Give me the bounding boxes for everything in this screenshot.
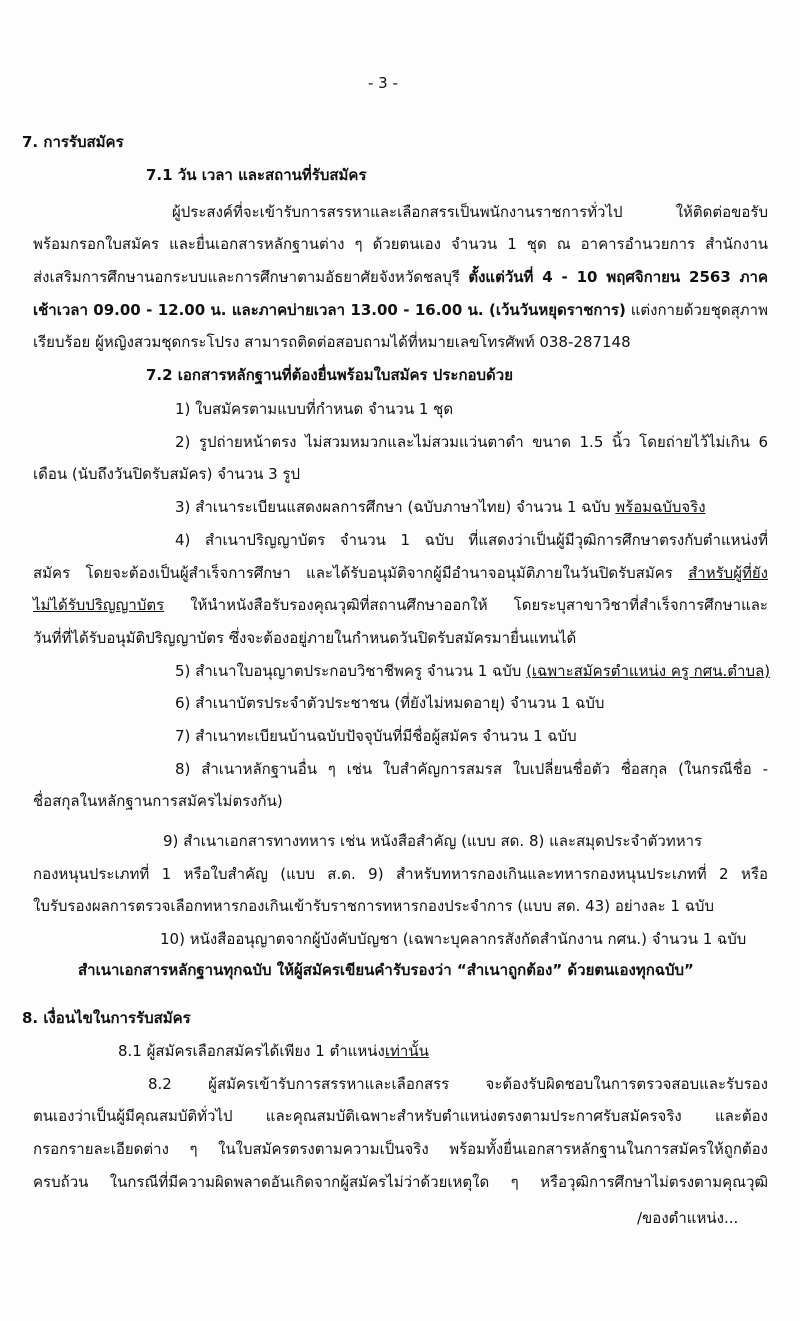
text-segment: ผู้ประสงค์ที่จะเข้ารับการสรรหาและเลือกสรรเป็นพนักงานราชการทั่วไป ให้ติดต่อขอรับ [172,203,768,221]
text-line [33,895,714,917]
text-segment: สมัคร โดยจะต้องเป็นผู้สำเร็จการศึกษา และได้รับอนุมัติจากผู้มีอำนาจอนุมัติภายในวันปิดรับสมัคร [33,564,689,582]
page-number: - 3 - [368,74,398,92]
text-line [33,299,768,321]
section-heading [22,131,124,153]
text-segment: กองหนุนประเภทที่ 1 หรือใบสำคัญ (แบบ ส.ด. 9) สำหรับทหารกองเกินและทหารกองหนุนประเภทที่ 2 หรือ [33,865,768,883]
text-segment: ครบถ้วน ในกรณีที่มีความผิดพลาดอันเกิดจากผู้สมัครไม่ว่าด้วยเหตุใด ๆ หรือวุฒิการศึกษาไม่ตรงตามคุณวุฒิ [33,1173,768,1191]
text-segment: 5) สำเนาใบอนุญาตประกอบวิชาชีพครู จำนวน 1 ฉบับ [175,662,527,680]
underlined-text: เท่านั้น [384,1042,429,1060]
text-segment: 7) สำเนาทะเบียนบ้านฉบับปัจจุบันที่มีชื่อผู้สมัคร จำนวน 1 ฉบับ [175,727,577,745]
text-line [175,758,768,780]
text-line [33,266,768,288]
text-line [160,928,746,950]
text-line [175,398,453,420]
underlined-text: พร้อมฉบับจริง [615,498,706,516]
text-segment: 6) สำเนาบัตรประจำตัวประชาชน (ที่ยังไม่หมดอายุ) จำนวน 1 ฉบับ [175,694,605,712]
text-segment: 8.2 ผู้สมัครเข้ารับการสรรหาและเลือกสรร จะต้องรับผิดชอบในการตรวจสอบและรับรอง [148,1075,768,1093]
text-segment: 8.1 ผู้สมัครเลือกสมัครได้เพียง 1 ตำแหน่ง [118,1042,385,1060]
text-line [33,1171,768,1193]
bold-text: 8. เงื่อนไขในการรับสมัคร [22,1009,191,1027]
text-line [175,725,577,747]
text-line [33,331,631,353]
text-line [175,431,768,453]
text-line [33,233,768,255]
underlined-text: ไม่ได้รับปริญญาบัตร [33,596,165,614]
subsection-heading [146,364,513,386]
text-line [33,627,576,649]
text-segment: 4) สำเนาปริญญาบัตร จำนวน 1 ฉบับ ที่แสดงว่าเป็นผู้มีวุฒิการศึกษาตรงกับตำแหน่งที่ [175,531,768,549]
text-line [33,463,300,485]
text-segment: 1) ใบสมัครตามแบบที่กำหนด จำนวน 1 ชุด [175,400,454,418]
text-line [172,201,768,223]
text-segment: 3) สำเนาระเบียนแสดงผลการศึกษา (ฉบับภาษาไทย) จำนวน 1 ฉบับ [175,498,616,516]
text-segment: ใบรับรองผลการตรวจเลือกทหารกองเกินเข้ารับราชการทหารกองประจำการ (แบบ สด. 43) อย่างละ 1 ฉบับ [33,897,714,915]
text-segment: 10) หนังสืออนุญาตจากผู้บังคับบัญชา (เฉพาะบุคลากรสังกัดสำนักงาน กศน.) จำนวน 1 ฉบับ [160,930,747,948]
text-line [118,1040,429,1062]
text-line [175,660,770,682]
bold-text: ตั้งแต่วันที่ 4 - 10 พฤศจิกายน 2563 ภาค [468,268,768,286]
text-segment: พร้อมกรอกใบสมัคร และยื่นเอกสารหลักฐานต่าง ๆ ด้วยตนเอง จำนวน 1 ชุด ณ อาคารอำนวยการ สำนักงาน [33,235,768,253]
subsection-heading [146,164,367,186]
text-segment: 8) สำเนาหลักฐานอื่น ๆ เช่น ใบสำคัญการสมรส ใบเปลี่ยนชื่อตัว ชื่อสกุล (ในกรณีชื่อ - [175,760,768,778]
text-line [78,959,694,981]
text-segment: ให้นำหนังสือรับรองคุณวุฒิที่สถานศึกษาออกให้ โดยระบุสาขาวิชาที่สำเร็จการศึกษาและ [164,596,768,614]
text-line [33,790,283,812]
text-segment: 2) รูปถ่ายหน้าตรง ไม่สวมหมวกและไม่สวมแว่นตาดำ ขนาด 1.5 นิ้ว โดยถ่ายไว้ไม่เกิน 6 [175,433,768,451]
text-line [33,863,768,885]
underlined-text: สำหรับผู้ที่ยัง [688,564,768,582]
text-segment: แต่งกายด้วยชุดสุภาพ [625,301,768,319]
text-line [33,594,768,616]
text-line [175,529,768,551]
text-line [33,562,768,584]
bold-text: เช้าเวลา 09.00 - 12.00 น. และภาคบ่ายเวลา 13.00 - 16.00 น. (เว้นวันหยุดราชการ) [33,301,626,319]
text-segment: ส่งเสริมการศึกษานอกระบบและการศึกษาตามอัธยาศัยจังหวัดชลบุรี [33,268,469,286]
text-line [175,496,706,518]
text-line [33,1138,768,1160]
text-line [33,1105,768,1127]
text-segment: ชื่อสกุลในหลักฐานการสมัครไม่ตรงกัน) [33,792,283,810]
text-segment: วันที่ที่ได้รับอนุมัติปริญญาบัตร ซึ่งจะต้องอยู่ภายในกำหนดวันปิดรับสมัครมายื่นแทนได้ [33,629,577,647]
text-line [175,692,604,714]
text-line [163,830,702,852]
bold-text: 7.2 เอกสารหลักฐานที่ต้องยื่นพร้อมใบสมัคร ประกอบด้วย [146,366,514,384]
text-segment: 9) สำเนาเอกสารทางทหาร เช่น หนังสือสำคัญ (แบบ สด. 8) และสมุดประจำตัวทหาร [163,832,703,850]
text-segment: เรียบร้อย ผู้หญิงสวมชุดกระโปรง สามารถติดต่อสอบถามได้ที่หมายเลขโทรศัพท์ 038-287148 [33,333,631,351]
text-segment: เดือน (นับถึงวันปิดรับสมัคร) จำนวน 3 รูป [33,465,301,483]
text-segment: กรอกรายละเอียดต่าง ๆ ในใบสมัครตรงตามความเป็นจริง พร้อมทั้งยื่นเอกสารหลักฐานในการสมัครให้ถูกต้อง [33,1140,768,1158]
bold-text: สำเนาเอกสารหลักฐานทุกฉบับ ให้ผู้สมัครเขียนคำรับรองว่า “สำเนาถูกต้อง” ด้วยตนเองทุกฉบับ” [78,961,694,979]
continuation-note: /ของตำแหน่ง... [637,1209,739,1227]
bold-text: 7. การรับสมัคร [22,133,124,151]
text-line [148,1073,768,1095]
text-segment: ตนเองว่าเป็นผู้มีคุณสมบัติทั่วไป และคุณสมบัติเฉพาะสำหรับตำแหน่งตรงตามประกาศรับสมัครจริง และต้อง [33,1107,768,1125]
underlined-text: (เฉพาะสมัครตำแหน่ง ครู กศน.ตำบล) [526,662,771,680]
bold-text: 7.1 วัน เวลา และสถานที่รับสมัคร [146,166,367,184]
section-heading [22,1007,191,1029]
